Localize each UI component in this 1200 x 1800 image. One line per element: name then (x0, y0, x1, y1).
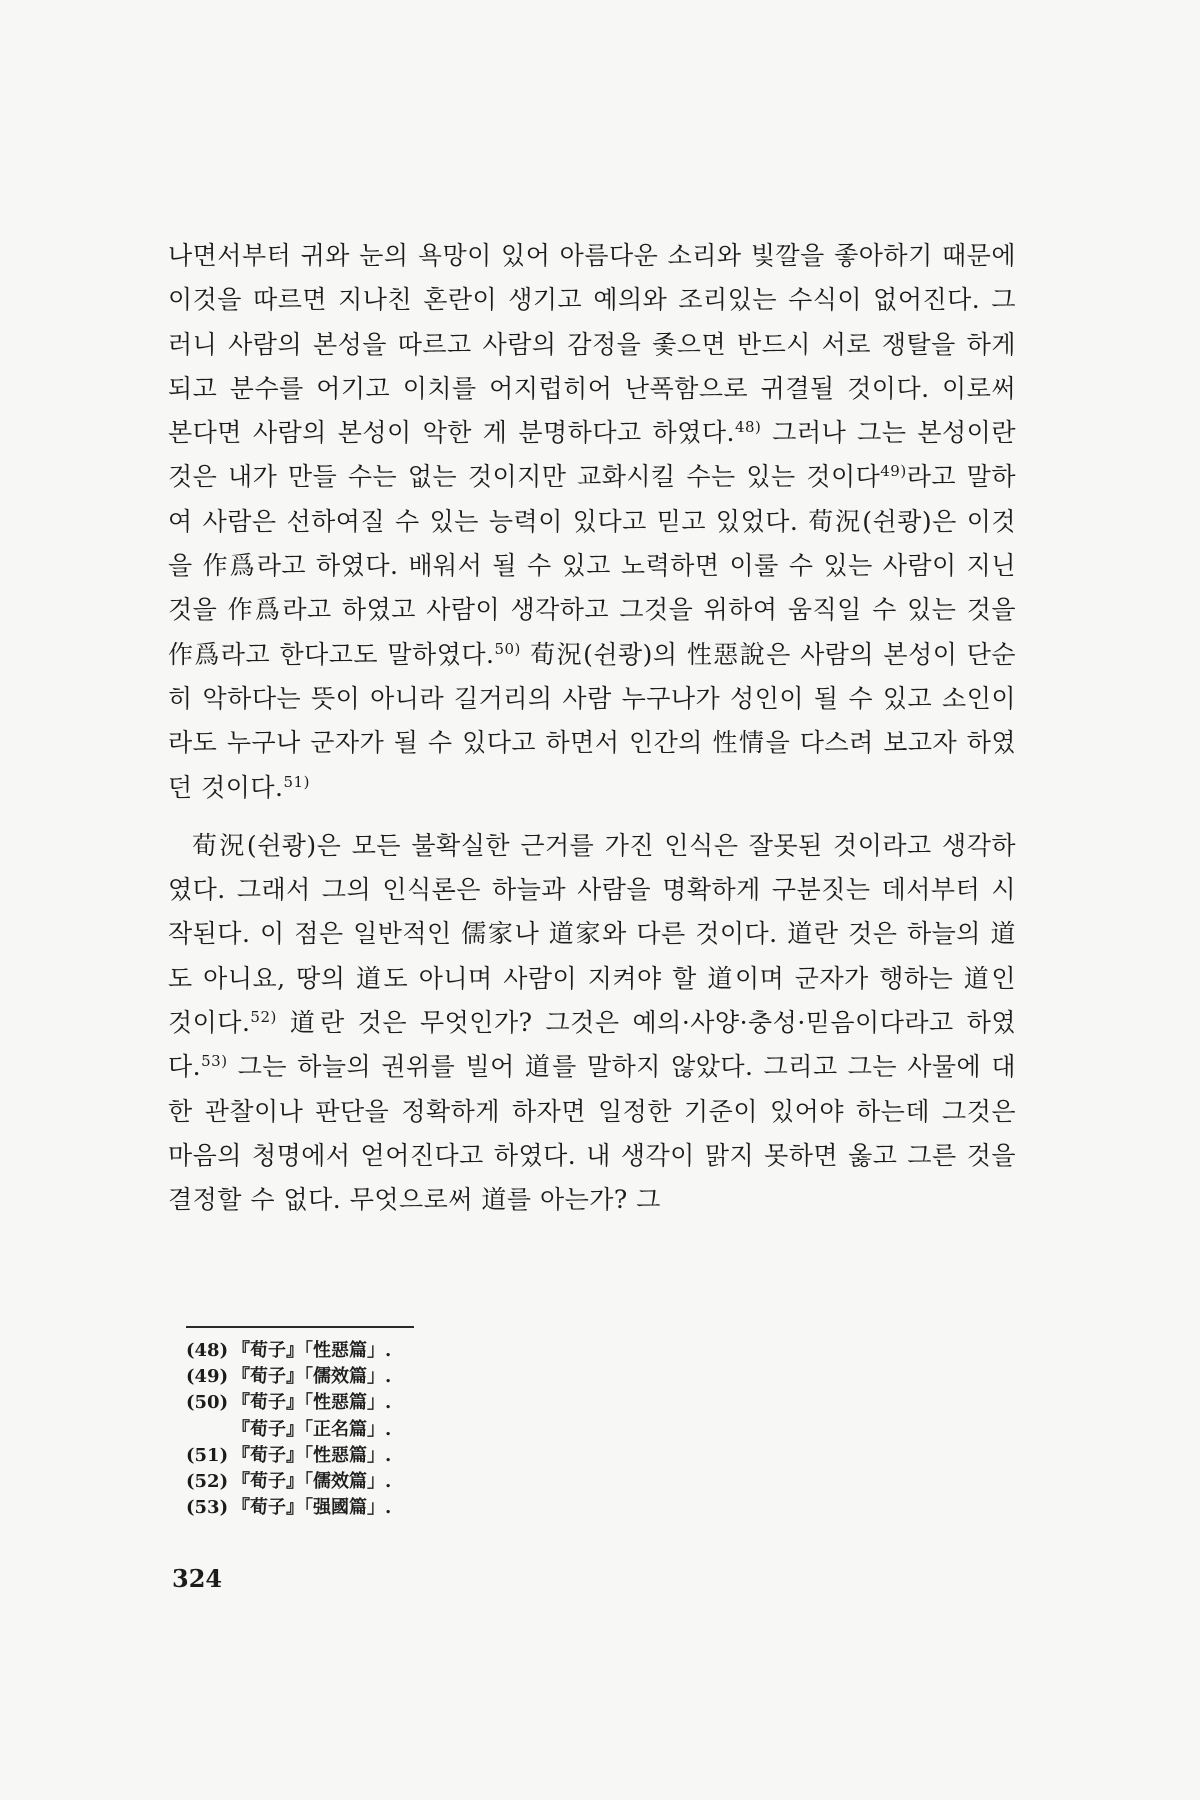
footnote-text: 『荀子』「正名篇」. (232, 1418, 392, 1440)
page-body (168, 234, 1016, 1223)
body-paragraph-2 (168, 824, 1016, 1223)
paragraph-2-text-2: 道란 것은 무엇인가? 그것은 예의·사양·충성·믿음이다라고 하였다. (168, 1008, 1016, 1082)
footnote-number: (49) (186, 1366, 229, 1388)
footnote-text: 『荀子』「性惡篇」. (232, 1444, 392, 1466)
footnotes (186, 1338, 391, 1521)
footnote-number: (53) (186, 1497, 229, 1519)
footnote-text: 『荀子』「性惡篇」. (232, 1392, 392, 1414)
footnote-item (186, 1417, 391, 1443)
footnote-ref-48: 48) (734, 418, 762, 437)
footnote-ref-53: 53) (201, 1052, 228, 1071)
footnote-number: (50) (186, 1392, 229, 1414)
footnote-item (186, 1495, 391, 1521)
paragraph-2-text-3: 그는 하늘의 권위를 빌어 道를 말하지 않았다. 그리고 그는 사물에 대한 관찰이나 판단을 정확하게 하자면 일정한 기준이 있어야 하는데 그것은 마음의 청명에서 얻어진다고 하였다. 내 생각이 맑지 못하면 옳고 그른 것을 결정할 수 없다. 무엇으로써 道를 아는가? 그 (168, 1052, 1016, 1215)
paragraph-1-text-4: 荀況(쉰쾅)의 性惡說은 사람의 본성이 단순히 악하다는 뜻이 아니라 길거리의 사람 누구나가 성인이 될 수 있고 소인이라도 누구나 군자가 될 수 있다고 하면서 인간의 性情을 다스려 보고자 하였던 것이다. (168, 639, 1017, 802)
footnote-item (186, 1469, 391, 1495)
footnote-text: 『荀子』「儒效篇」. (232, 1471, 392, 1493)
paragraph-1-text-3: 라고 말하여 사람은 선하여질 수 있는 능력이 있다고 믿고 있었다. 荀況(쉰쾅)은 이것을 作爲라고 하였다. 배워서 될 수 있고 노력하면 이룰 수 있는 사람이 지닌 것을 作爲라고 하였고 사람이 생각하고 그것을 위하여 움직일 수 있는 것을 作爲라고 한다고도 말하였다. (168, 462, 1016, 669)
footnote-item (186, 1364, 391, 1390)
footnote-ref-51: 51) (283, 772, 310, 791)
footnote-number: (52) (186, 1471, 229, 1493)
footnote-ref-52: 52) (250, 1008, 277, 1027)
body-paragraph-1 (168, 234, 1016, 810)
footnote-item (186, 1443, 391, 1469)
footnote-number: (48) (186, 1340, 229, 1361)
footnote-number: (51) (186, 1444, 229, 1466)
footnote-text: 『荀子』「强國篇」. (232, 1497, 392, 1519)
paragraph-2-text-1: 荀況(쉰쾅)은 모든 불확실한 근거를 가진 인식은 잘못된 것이라고 생각하였다. 그래서 그의 인식론은 하늘과 사람을 명확하게 구분짓는 데서부터 시작된다. 이 점은 일반적인 儒家나 道家와 다른 것이다. 道란 것은 하늘의 道도 아니요, 땅의 道도 아니며 사람이 지켜야 할 道이며 군자가 행하는 道인 것이다. (168, 830, 1016, 1038)
footnote-divider (186, 1326, 414, 1328)
footnote-item (186, 1338, 391, 1364)
footnote-ref-50: 50) (494, 639, 521, 658)
paragraph-1-text-2: 그러나 그는 본성이란 것은 내가 만들 수는 없는 것이지만 교화시킬 수는 있는 것이다 (168, 418, 1016, 492)
footnote-item (186, 1390, 391, 1416)
footnote-text: 『荀子』「儒效篇」. (232, 1366, 392, 1388)
footnote-text: 『荀子』「性惡篇」. (232, 1340, 392, 1361)
paragraph-1-text-1: 나면서부터 귀와 눈의 욕망이 있어 아름다운 소리와 빛깔을 좋아하기 때문에 이것을 따르면 지나친 혼란이 생기고 예의와 조리있는 수식이 없어진다. 그러니 사람의 본성을 따르고 사람의 감정을 좇으면 반드시 서로 쟁탈을 하게 되고 분수를 어기고 이치를 어지럽히어 난폭함으로 귀결될 것이다. 이로써 본다면 사람의 본성이 악한 게 분명하다고 하였다. (168, 241, 1016, 448)
footnote-ref-49: 49) (880, 462, 907, 481)
page-number: 324 (172, 1564, 223, 1593)
